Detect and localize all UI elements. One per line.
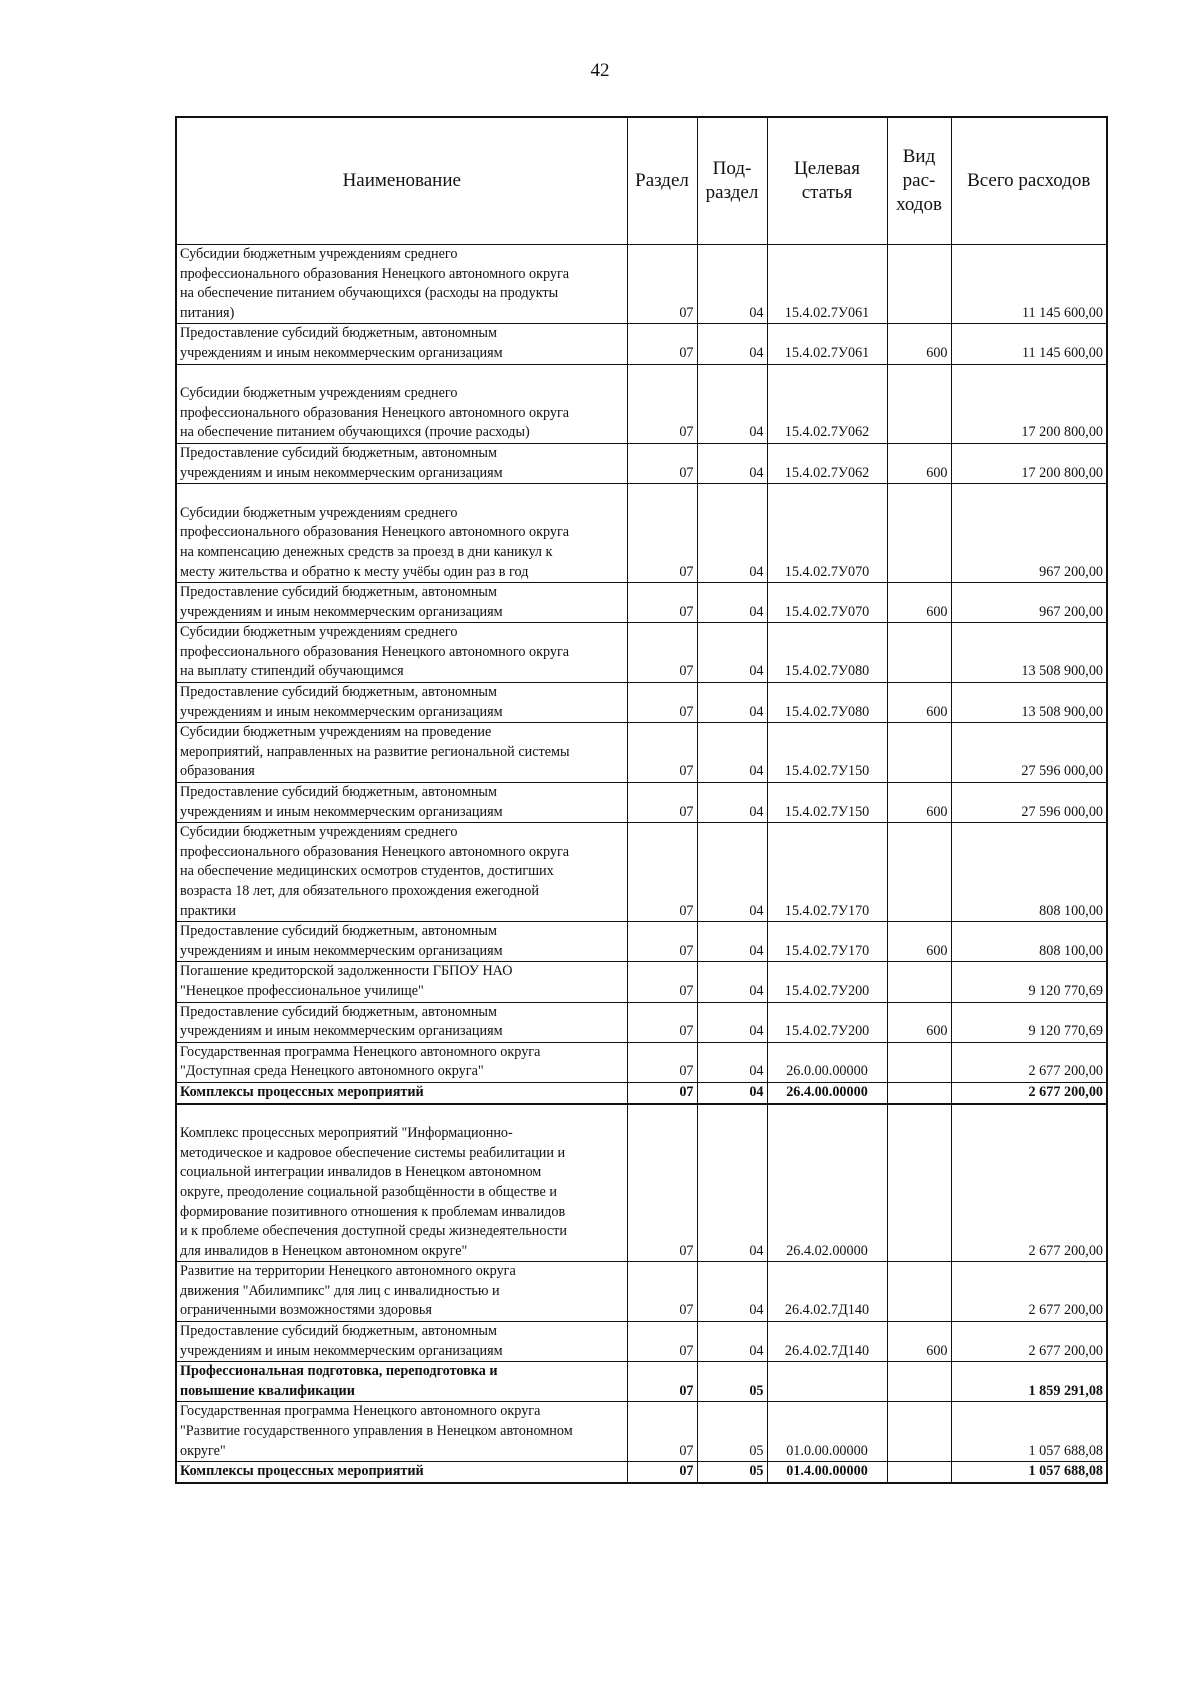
- row-celevaya: 26.4.02.7Д140: [767, 1262, 887, 1322]
- header-row: [176, 117, 1107, 245]
- row-name-line: Профессиональная подготовка, переподготовка и: [180, 1363, 498, 1380]
- row-name-line: Предоставление субсидий бюджетным, автономным: [180, 1003, 497, 1020]
- row-name-line: [180, 484, 624, 504]
- row-vid: [887, 245, 951, 324]
- row-razdel: 07: [627, 583, 697, 623]
- row-name-line: Предоставление субсидий бюджетным, автономным: [180, 1323, 497, 1340]
- row-celevaya: 15.4.02.7У200: [767, 1002, 887, 1042]
- row-celevaya: 26.4.02.7Д140: [767, 1322, 887, 1362]
- row-name: [176, 1002, 627, 1042]
- row-celevaya: 15.4.02.7У080: [767, 623, 887, 683]
- row-name-line: учреждениям и иным некоммерческим организациям: [180, 344, 503, 361]
- row-name-line: Субсидии бюджетным учреждениям среднего: [180, 246, 458, 262]
- table-row: [176, 484, 1107, 583]
- row-name-line: Субсидии бюджетным учреждениям на проведение: [180, 724, 492, 741]
- row-name-line: "Ненецкое профессиональное училище": [180, 982, 424, 999]
- row-name: [176, 1042, 627, 1082]
- row-total: 967 200,00: [951, 583, 1107, 623]
- row-podrazdel: 04: [697, 683, 767, 723]
- row-name: [176, 364, 627, 443]
- row-razdel: 07: [627, 1082, 697, 1103]
- row-name-line: месту жительства и обратно к месту учёбы один раз в год: [180, 563, 529, 580]
- row-name-line: Предоставление субсидий бюджетным, автономным: [180, 444, 497, 461]
- table-row: [176, 443, 1107, 483]
- row-razdel: 07: [627, 1462, 697, 1483]
- row-name: [176, 443, 627, 483]
- row-celevaya: 15.4.02.7У150: [767, 783, 887, 823]
- row-razdel: 07: [627, 443, 697, 483]
- row-razdel: 07: [627, 1104, 697, 1262]
- row-name-line: Предоставление субсидий бюджетным, автономным: [180, 684, 497, 701]
- row-total: 2 677 200,00: [951, 1042, 1107, 1082]
- row-podrazdel: 04: [697, 922, 767, 962]
- table-row: [176, 783, 1107, 823]
- row-name: [176, 723, 627, 783]
- row-name-line: ограниченными возможностями здоровья: [180, 1302, 432, 1319]
- row-name-line: практики: [180, 902, 236, 919]
- row-name: [176, 683, 627, 723]
- row-name-line: учреждениям и иным некоммерческим организациям: [180, 464, 503, 481]
- row-total: 1 859 291,08: [951, 1362, 1107, 1402]
- row-name-line: Субсидии бюджетным учреждениям среднего: [180, 824, 458, 841]
- row-total: 11 145 600,00: [951, 324, 1107, 364]
- row-razdel: 07: [627, 1002, 697, 1042]
- row-razdel: 07: [627, 683, 697, 723]
- row-name-line: питания): [180, 304, 235, 321]
- row-name-line: учреждениям и иным некоммерческим организациям: [180, 603, 503, 620]
- row-podrazdel: 04: [697, 1104, 767, 1262]
- row-podrazdel: 04: [697, 1042, 767, 1082]
- row-name: [176, 583, 627, 623]
- row-total: 27 596 000,00: [951, 783, 1107, 823]
- row-podrazdel: 04: [697, 1082, 767, 1103]
- header-name: Наименование: [176, 117, 627, 245]
- table-row: [176, 723, 1107, 783]
- row-total: 1 057 688,08: [951, 1462, 1107, 1483]
- row-name-line: методическое и кадровое обеспечение системы реабилитации и: [180, 1144, 566, 1161]
- header-razdel: Раздел: [627, 117, 697, 245]
- row-name: [176, 823, 627, 922]
- row-name-line: на компенсацию денежных средств за проезд в дни каникул к: [180, 543, 553, 560]
- table-row: [176, 364, 1107, 443]
- row-name: [176, 324, 627, 364]
- row-vid: 600: [887, 783, 951, 823]
- row-razdel: 07: [627, 1042, 697, 1082]
- row-razdel: 07: [627, 723, 697, 783]
- row-name-line: на выплату стипендий обучающимся: [180, 663, 404, 680]
- row-total: 2 677 200,00: [951, 1082, 1107, 1103]
- table-row: [176, 1002, 1107, 1042]
- row-celevaya: 15.4.02.7У070: [767, 484, 887, 583]
- row-razdel: 07: [627, 922, 697, 962]
- row-celevaya: 01.4.00.00000: [767, 1462, 887, 1483]
- row-vid: 600: [887, 443, 951, 483]
- row-total: 13 508 900,00: [951, 683, 1107, 723]
- row-podrazdel: 04: [697, 583, 767, 623]
- row-name-line: Погашение кредиторской задолженности ГБПОУ НАО: [180, 963, 513, 980]
- row-razdel: 07: [627, 1322, 697, 1362]
- row-total: 13 508 900,00: [951, 623, 1107, 683]
- row-name-line: Государственная программа Ненецкого автономного округа: [180, 1403, 541, 1420]
- row-name-line: "Развитие государственного управления в Ненецком автономном: [180, 1423, 573, 1440]
- row-name-line: Субсидии бюджетным учреждениям среднего: [180, 504, 458, 521]
- row-name-line: Предоставление субсидий бюджетным, автономным: [180, 325, 497, 342]
- row-podrazdel: 04: [697, 443, 767, 483]
- row-celevaya: 15.4.02.7У070: [767, 583, 887, 623]
- row-name: [176, 1402, 627, 1462]
- row-vid: 600: [887, 1322, 951, 1362]
- row-podrazdel: 04: [697, 1002, 767, 1042]
- row-celevaya: 15.4.02.7У080: [767, 683, 887, 723]
- row-name-line: Комплексы процессных мероприятий: [180, 1083, 424, 1100]
- row-name-line: профессионального образования Ненецкого автономного округа: [180, 843, 570, 860]
- row-name-line: Предоставление субсидий бюджетным, автономным: [180, 784, 497, 801]
- row-razdel: 07: [627, 783, 697, 823]
- row-celevaya: 01.0.00.00000: [767, 1402, 887, 1462]
- table-row: [176, 962, 1107, 1002]
- row-name: [176, 484, 627, 583]
- table-row: [176, 583, 1107, 623]
- row-vid: [887, 1042, 951, 1082]
- row-razdel: 07: [627, 245, 697, 324]
- row-total: 17 200 800,00: [951, 443, 1107, 483]
- row-total: 9 120 770,69: [951, 962, 1107, 1002]
- row-vid: [887, 1104, 951, 1262]
- row-name-line: Государственная программа Ненецкого автономного округа: [180, 1043, 541, 1060]
- row-total: 17 200 800,00: [951, 364, 1107, 443]
- row-name-line: учреждениям и иным некоммерческим организациям: [180, 703, 503, 720]
- table-body: [176, 245, 1107, 1483]
- row-vid: [887, 723, 951, 783]
- row-celevaya: 15.4.02.7У170: [767, 922, 887, 962]
- row-name-line: возраста 18 лет, для обязательного прохождения ежегодной: [180, 883, 539, 899]
- row-vid: [887, 484, 951, 583]
- row-celevaya: 15.4.02.7У150: [767, 723, 887, 783]
- row-name-line: учреждениям и иным некоммерческим организациям: [180, 942, 503, 959]
- row-total: 1 057 688,08: [951, 1402, 1107, 1462]
- row-celevaya: 15.4.02.7У061: [767, 324, 887, 364]
- row-podrazdel: 05: [697, 1462, 767, 1483]
- table-row: [176, 1042, 1107, 1082]
- row-name: [176, 1104, 627, 1262]
- table-row: [176, 1462, 1107, 1483]
- row-name-line: "Доступная среда Ненецкого автономного округа": [180, 1063, 484, 1080]
- row-razdel: 07: [627, 1262, 697, 1322]
- header-total: Всего расходов: [951, 117, 1107, 245]
- row-vid: [887, 823, 951, 922]
- row-vid: 600: [887, 683, 951, 723]
- row-razdel: 07: [627, 1402, 697, 1462]
- row-celevaya: 15.4.02.7У062: [767, 364, 887, 443]
- table-row: [176, 324, 1107, 364]
- page-number: 42: [590, 60, 610, 81]
- row-name-line: социальной интеграции инвалидов в Ненецком автономном: [180, 1164, 542, 1181]
- table-row: [176, 623, 1107, 683]
- row-razdel: 07: [627, 962, 697, 1002]
- row-total: 2 677 200,00: [951, 1104, 1107, 1262]
- row-podrazdel: 04: [697, 723, 767, 783]
- row-celevaya: 15.4.02.7У061: [767, 245, 887, 324]
- row-name: [176, 623, 627, 683]
- row-name-line: формирование позитивного отношения к проблемам инвалидов: [180, 1203, 566, 1220]
- row-podrazdel: 04: [697, 364, 767, 443]
- row-vid: [887, 364, 951, 443]
- row-name-line: движения "Абилимпикс" для лиц с инвалидностью и: [180, 1282, 500, 1299]
- row-name-line: учреждениям и иным некоммерческим организациям: [180, 803, 503, 820]
- row-name: [176, 1362, 627, 1402]
- row-name-line: на обеспечение медицинских осмотров студентов, достигших: [180, 863, 554, 880]
- row-celevaya: 15.4.02.7У200: [767, 962, 887, 1002]
- row-name-line: учреждениям и иным некоммерческим организациям: [180, 1023, 503, 1040]
- row-name-line: Комплексы процессных мероприятий: [180, 1463, 424, 1480]
- row-celevaya: 15.4.02.7У170: [767, 823, 887, 922]
- table-row: [176, 1362, 1107, 1402]
- row-name-line: на обеспечение питанием обучающихся (прочие расходы): [180, 424, 530, 441]
- row-total: 967 200,00: [951, 484, 1107, 583]
- row-name: [176, 245, 627, 324]
- table-row: [176, 1402, 1107, 1462]
- row-podrazdel: 04: [697, 484, 767, 583]
- row-name-line: округе, преодоление социальной разобщённости в обществе и: [180, 1183, 557, 1200]
- row-vid: [887, 1362, 951, 1402]
- row-name-line: профессионального образования Ненецкого автономного округа: [180, 643, 570, 660]
- row-celevaya: 26.4.00.00000: [767, 1082, 887, 1103]
- row-razdel: 07: [627, 364, 697, 443]
- row-razdel: 07: [627, 484, 697, 583]
- row-vid: [887, 962, 951, 1002]
- row-name-line: Предоставление субсидий бюджетным, автономным: [180, 923, 497, 940]
- row-razdel: 07: [627, 324, 697, 364]
- row-name: [176, 922, 627, 962]
- row-podrazdel: 04: [697, 1322, 767, 1362]
- header-celevaya: Целевая статья: [767, 117, 887, 245]
- row-name-line: учреждениям и иным некоммерческим организациям: [180, 1342, 503, 1359]
- row-vid: 600: [887, 583, 951, 623]
- table-row: [176, 823, 1107, 922]
- row-total: 2 677 200,00: [951, 1262, 1107, 1322]
- row-celevaya: 26.0.00.00000: [767, 1042, 887, 1082]
- table-row: [176, 1104, 1107, 1262]
- row-total: 808 100,00: [951, 922, 1107, 962]
- row-razdel: 07: [627, 1362, 697, 1402]
- row-vid: [887, 1462, 951, 1483]
- row-name-line: профессионального образования Ненецкого автономного округа: [180, 265, 570, 282]
- row-name-line: для инвалидов в Ненецком автономном округе": [180, 1242, 468, 1259]
- row-name-line: Предоставление субсидий бюджетным, автономным: [180, 584, 497, 601]
- row-name-line: и к проблеме обеспечения доступной среды жизнедеятельности: [180, 1223, 567, 1240]
- row-total: 808 100,00: [951, 823, 1107, 922]
- table-row: [176, 245, 1107, 324]
- row-name: [176, 1262, 627, 1322]
- row-total: 27 596 000,00: [951, 723, 1107, 783]
- row-name-line: Развитие на территории Ненецкого автономного округа: [180, 1263, 516, 1280]
- row-celevaya: 26.4.02.00000: [767, 1104, 887, 1262]
- row-podrazdel: 04: [697, 783, 767, 823]
- row-name-line: профессионального образования Ненецкого автономного округа: [180, 524, 570, 541]
- row-podrazdel: 04: [697, 245, 767, 324]
- row-podrazdel: 04: [697, 324, 767, 364]
- table-row: [176, 1322, 1107, 1362]
- row-name: [176, 1322, 627, 1362]
- row-razdel: 07: [627, 623, 697, 683]
- table-row: [176, 922, 1107, 962]
- row-name-line: [180, 365, 624, 385]
- row-name-line: [180, 1105, 624, 1125]
- table-row: [176, 683, 1107, 723]
- row-podrazdel: 05: [697, 1402, 767, 1462]
- row-name: [176, 1462, 627, 1483]
- row-podrazdel: 04: [697, 1262, 767, 1322]
- row-vid: [887, 1082, 951, 1103]
- row-name: [176, 1082, 627, 1103]
- row-total: 9 120 770,69: [951, 1002, 1107, 1042]
- row-total: 11 145 600,00: [951, 245, 1107, 324]
- table-row: [176, 1082, 1107, 1103]
- header-podrazdel: Под- раздел: [697, 117, 767, 245]
- row-name: [176, 783, 627, 823]
- row-vid: 600: [887, 324, 951, 364]
- row-vid: [887, 623, 951, 683]
- header-vid: Вид рас- ходов: [887, 117, 951, 245]
- row-vid: 600: [887, 922, 951, 962]
- row-razdel: 07: [627, 823, 697, 922]
- row-podrazdel: 04: [697, 823, 767, 922]
- row-name: [176, 962, 627, 1002]
- budget-table: [175, 116, 1108, 1484]
- row-name-line: Субсидии бюджетным учреждениям среднего: [180, 624, 458, 641]
- row-total: 2 677 200,00: [951, 1322, 1107, 1362]
- row-name-line: повышение квалификации: [180, 1382, 355, 1399]
- row-podrazdel: 05: [697, 1362, 767, 1402]
- row-vid: 600: [887, 1002, 951, 1042]
- row-name-line: Комплекс процессных мероприятий "Информационно-: [180, 1125, 513, 1142]
- row-vid: [887, 1402, 951, 1462]
- row-podrazdel: 04: [697, 623, 767, 683]
- row-name-line: образования: [180, 763, 255, 780]
- row-vid: [887, 1262, 951, 1322]
- row-name-line: на обеспечение питанием обучающихся (расходы на продукты: [180, 285, 559, 302]
- table-row: [176, 1262, 1107, 1322]
- row-celevaya: [767, 1362, 887, 1402]
- row-name-line: Субсидии бюджетным учреждениям среднего: [180, 385, 458, 402]
- row-name-line: округе": [180, 1442, 226, 1459]
- row-name-line: мероприятий, направленных на развитие региональной системы: [180, 743, 570, 760]
- row-name-line: профессионального образования Ненецкого автономного округа: [180, 404, 570, 421]
- row-podrazdel: 04: [697, 962, 767, 1002]
- row-celevaya: 15.4.02.7У062: [767, 443, 887, 483]
